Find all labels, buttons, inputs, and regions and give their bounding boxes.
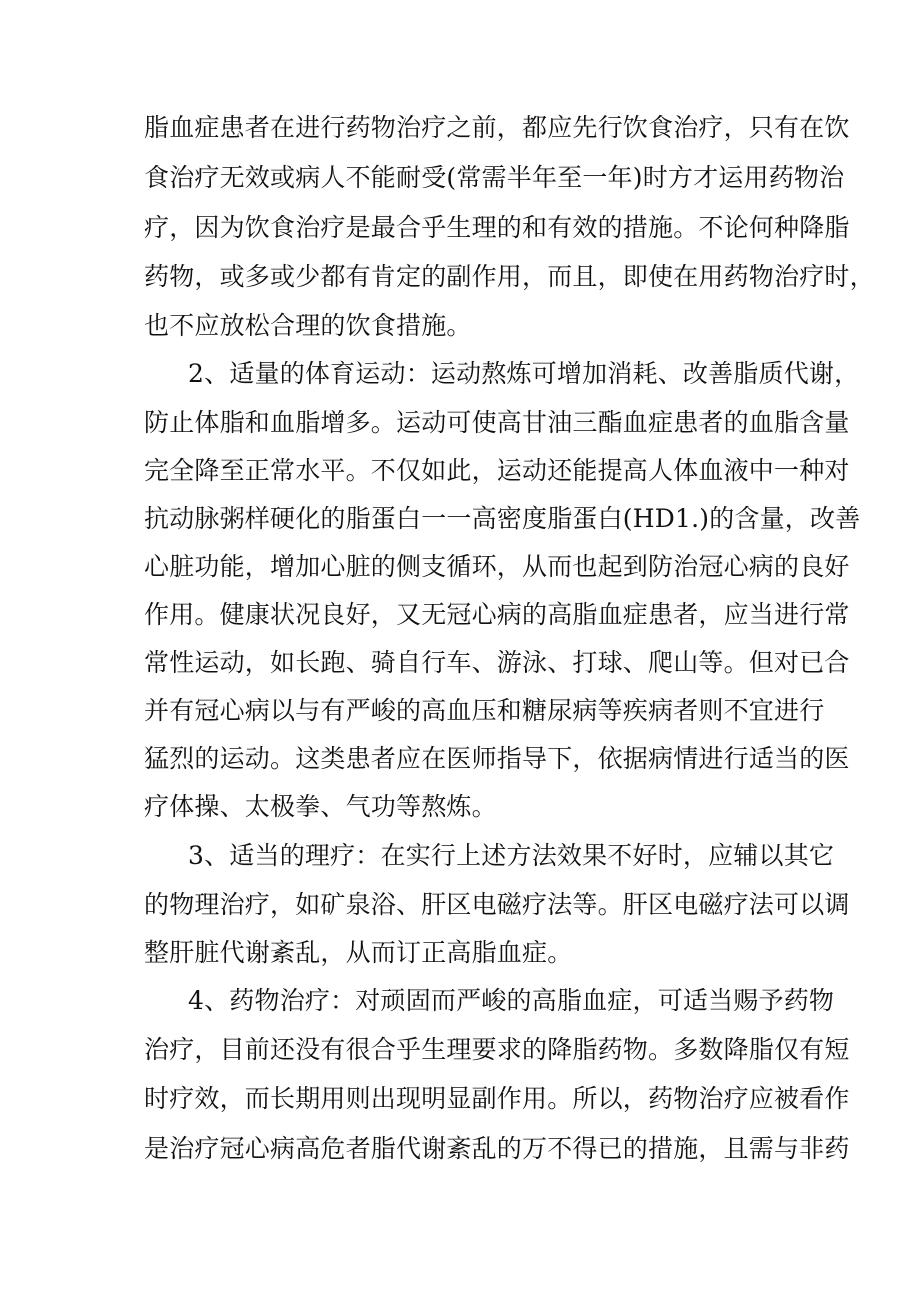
text-line: 疗体操、太极拳、气功等熬炼。 — [144, 792, 497, 821]
text-line: 食治疗无效或病人不能耐受(常需半年至一年)时方才运用药物治 — [144, 163, 845, 192]
text-line: 疗，因为饮食治疗是最合乎生理的和有效的措施。不论何种降脂 — [144, 213, 850, 242]
text-line: 并有冠心病以与有严峻的高血压和糖尿病等疾病者则不宜进行 — [144, 696, 825, 725]
text-line: 是治疗冠心病高危者脂代谢紊乱的万不得已的措施，且需与非药 — [144, 1134, 850, 1163]
text-line: 脂血症患者在进行药物治疗之前，都应先行饮食治疗，只有在饮 — [144, 113, 850, 142]
text-line: 作用。健康状况良好，又无冠心病的高脂血症患者，应当进行常 — [144, 600, 850, 629]
text-line: 心脏功能，增加心脏的侧支循环，从而也起到防治冠心病的良好 — [144, 552, 850, 581]
text-line: 也不应放松合理的饮食措施。 — [144, 311, 472, 340]
paragraph-first-line: 4、药物治疗：对顽固而严峻的高脂血症，可适当赐予药物 — [188, 986, 835, 1015]
text-line: 常性运动，如长跑、骑自行车、游泳、打球、爬山等。但对已合 — [144, 648, 850, 677]
text-line: 的物理治疗，如矿泉浴、肝区电磁疗法等。肝区电磁疗法可以调 — [144, 890, 850, 919]
text-line: 药物，或多或少都有肯定的副作用，而且，即使在用药物治疗时， — [144, 262, 875, 291]
text-line: 猛烈的运动。这类患者应在医师指导下，依据病情进行适当的医 — [144, 744, 850, 773]
text-line: 时疗效，而长期用则出现明显副作用。所以，药物治疗应被看作 — [144, 1084, 850, 1113]
paragraph-first-line: 2、适量的体育运动：运动熬炼可增加消耗、改善脂质代谢， — [188, 359, 860, 388]
text-line: 抗动脉粥样硬化的脂蛋白一一高密度脂蛋白(HD1.)的含量，改善 — [144, 504, 861, 533]
text-line: 整肝脏代谢紊乱，从而订正高脂血症。 — [144, 938, 573, 967]
text-line: 治疗，目前还没有很合乎生理要求的降脂药物。多数降脂仅有短 — [144, 1035, 850, 1064]
text-line: 完全降至正常水平。不仅如此，运动还能提高人体血液中一种对 — [144, 456, 850, 485]
paragraph-first-line: 3、适当的理疗：在实行上述方法效果不好时，应辅以其它 — [188, 841, 835, 870]
text-line: 防止体脂和血脂增多。运动可使高甘油三酯血症患者的血脂含量 — [144, 408, 850, 437]
